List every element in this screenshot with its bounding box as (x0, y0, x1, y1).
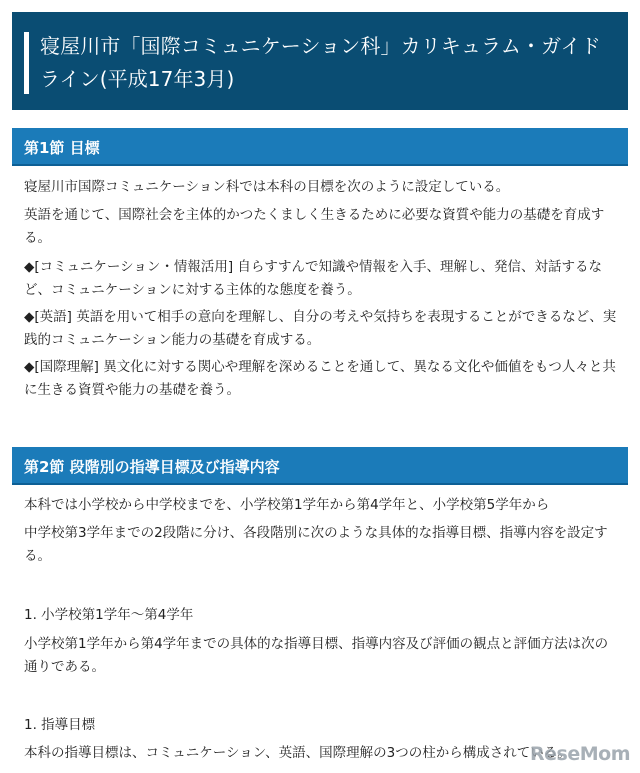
section-1-bullet-english: ◆[英語] 英語を用いて相手の意向を理解し、自分の考えや気持ちを表現することができるなど、実践的コミュニケーション能力の基礎を育成する。 (24, 309, 617, 348)
section-2-intro-line-1: 本科では小学校から中学校までを、小学校第1学年から第4学年と、小学校第5学年から (24, 497, 550, 513)
section-1-heading: 第1節 目標 (24, 139, 100, 157)
section-2-intro-line-2: 中学校第3学年までの2段階に分け、各段階別に次のような具体的な指導目標、指導内容を設定する。 (24, 525, 608, 564)
title-accent-bar (24, 32, 29, 94)
subsection-2-text: 本科の指導目標は、コミュニケーション、英語、国際理解の3つの柱から構成されている。 (24, 745, 571, 761)
page-title: 寝屋川市「国際コミュニケーション科」カリキュラム・ガイドライン(平成17年3月) (40, 34, 601, 91)
section-1-bullet-communication: ◆[コミュニケーション・情報活用] 自らすすんで知識や情報を入手、理解し、発信、対話するなど、コミュニケーションに対する主体的な態度を養う。 (24, 259, 603, 298)
subsection-1-heading: 1. 小学校第1学年～第4学年 (24, 607, 194, 623)
title-banner (12, 12, 628, 110)
section-1-bullet-international: ◆[国際理解] 異文化に対する関心や理解を深めることを通して、異なる文化や価値をもつ人々と共に生きる資質や能力の基礎を養う。 (24, 359, 616, 398)
section-1-intro: 寝屋川市国際コミュニケーション科では本科の目標を次のように設定している。 (24, 179, 510, 195)
section-2-heading: 第2節 段階別の指導目標及び指導内容 (24, 458, 280, 476)
section-2-header (12, 447, 628, 485)
subsection-1-text: 小学校第1学年から第4学年までの具体的な指導目標、指導内容及び評価の観点と評価方法は次の通りである。 (24, 636, 609, 675)
section-1-header (12, 128, 628, 166)
section-1-goal: 英語を通じて、国際社会を主体的かつたくましく生きるために必要な資質や能力の基礎を育成する。 (24, 207, 605, 246)
subsection-2-heading: 1. 指導目標 (24, 717, 96, 733)
resemom-watermark: ReseMom (530, 743, 630, 765)
